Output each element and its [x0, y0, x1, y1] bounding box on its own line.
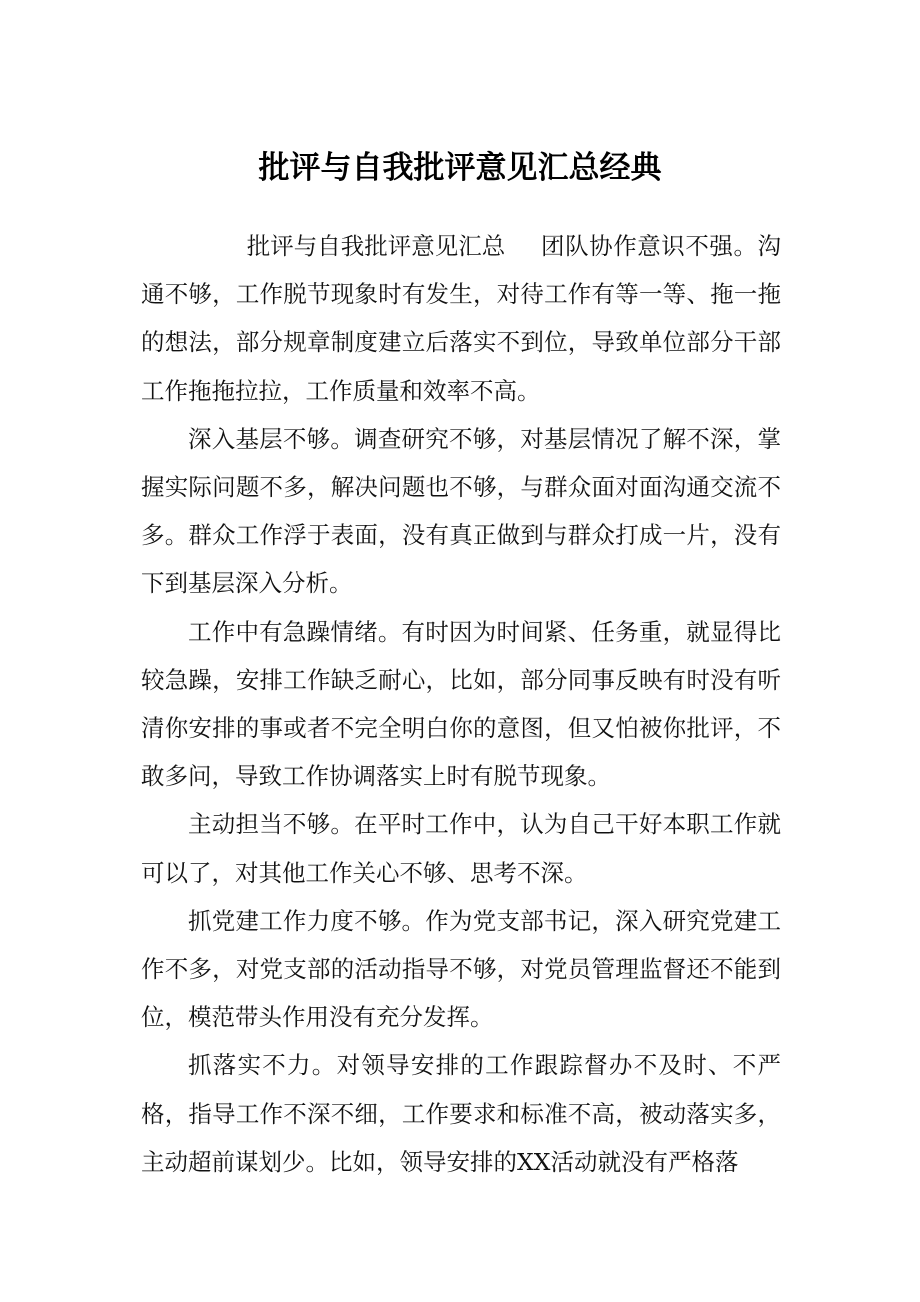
paragraph [141, 897, 781, 1042]
paragraph-text: 抓落实不力。对领导安排的工作跟踪督办不及时、不严格，指导工作不深不细，工作要求和标准不高，被动落实多，主动超前谋划少。比如，领导安排的XX活动就没有严格落 [141, 1051, 781, 1176]
paragraph-text: 团队协作意识不强。沟通不够，工作脱节现象时有发生，对待工作有等一等、拖一拖的想法，部分规章制度建立后落实不到位，导致单位部分干部工作拖拖拉拉，工作质量和效率不高。 [141, 232, 781, 405]
paragraph [141, 608, 781, 801]
paragraph [141, 415, 781, 608]
paragraph-text: 深入基层不够。调查研究不够，对基层情况了解不深，掌握实际问题不多，解决问题也不够，与群众面对面沟通交流不多。群众工作浮于表面，没有真正做到与群众打成一片，没有下到基层深入分析。 [141, 424, 781, 598]
document-title: 批评与自我批评意见汇总经典 [258, 150, 662, 186]
paragraph-text: 工作中有急躁情绪。有时因为时间紧、任务重，就显得比较急躁，安排工作缺乏耐心，比如，部分同事反映有时没有听清你安排的事或者不完全明白你的意图，但又怕被你批评，不敢多问，导致工作协调落实上时有脱节现象。 [141, 617, 781, 791]
paragraph-text: 主动担当不够。在平时工作中，认为自己干好本职工作就可以了，对其他工作关心不够、思考不深。 [141, 810, 781, 887]
document-body [141, 222, 781, 1186]
paragraph [141, 1041, 781, 1186]
paragraph-text: 抓党建工作力度不够。作为党支部书记，深入研究党建工作不多，对党支部的活动指导不够，对党员管理监督还不能到位，模范带头作用没有充分发挥。 [141, 906, 781, 1032]
paragraph-lead-heading: 批评与自我批评意见汇总 [246, 232, 506, 260]
paragraph [141, 222, 781, 415]
paragraph [141, 800, 781, 896]
